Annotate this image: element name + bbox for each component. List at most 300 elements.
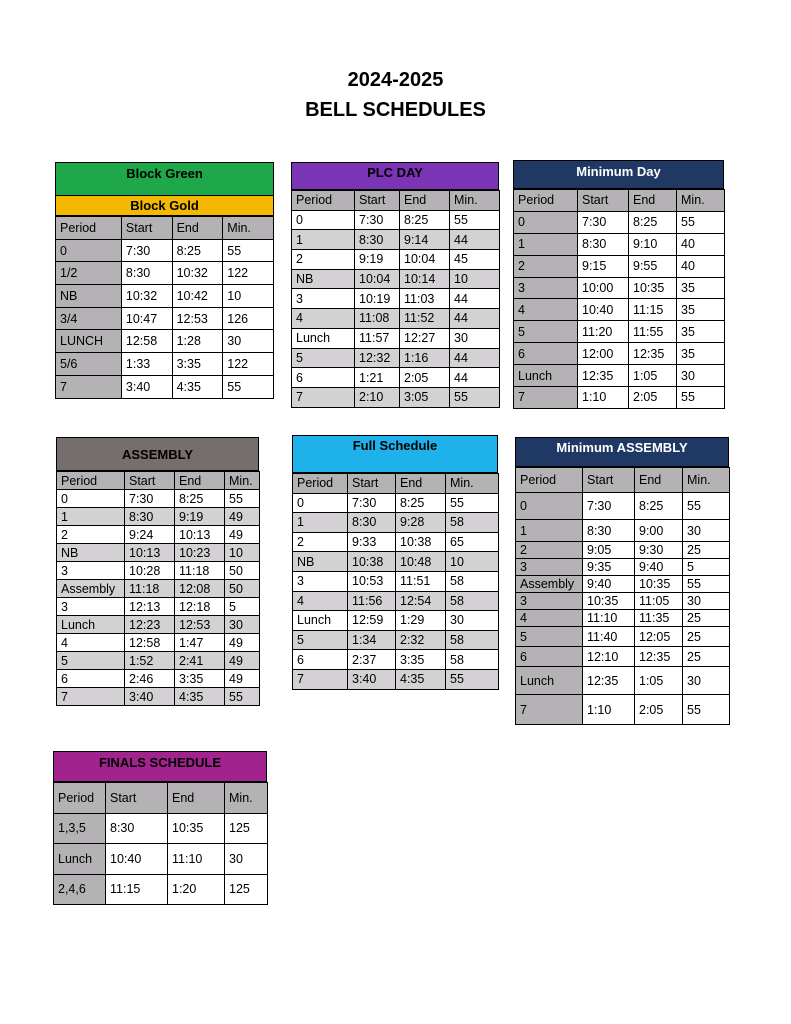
- column-header: End: [168, 783, 225, 814]
- period-cell: 7: [292, 387, 355, 407]
- end-cell: 3:35: [175, 670, 225, 688]
- column-header: Period: [293, 474, 348, 494]
- start-cell: 11:56: [348, 591, 396, 611]
- column-header-row: [514, 190, 725, 212]
- minutes-cell: 55: [446, 493, 499, 513]
- period-cell: 6: [292, 368, 355, 388]
- period-cell: 3: [514, 277, 578, 299]
- minutes-cell: 55: [677, 211, 725, 233]
- column-header: End: [396, 474, 446, 494]
- end-cell: 12:18: [175, 598, 225, 616]
- column-header: Start: [125, 472, 175, 490]
- start-cell: 7:30: [578, 211, 629, 233]
- end-cell: 9:14: [400, 230, 450, 250]
- minutes-cell: 25: [683, 542, 730, 559]
- schedule-table: [56, 471, 260, 706]
- start-cell: 1:52: [125, 652, 175, 670]
- period-cell: Lunch: [57, 616, 125, 634]
- end-cell: 1:47: [175, 634, 225, 652]
- end-cell: 3:05: [400, 387, 450, 407]
- schedule-row: [292, 230, 500, 250]
- end-cell: 2:05: [400, 368, 450, 388]
- schedule-title-gold: Block Gold: [55, 196, 274, 216]
- column-header: Period: [54, 783, 106, 814]
- schedule-row: [293, 513, 499, 533]
- schedule-row: [54, 813, 268, 844]
- column-header: Min.: [446, 474, 499, 494]
- end-cell: 9:55: [629, 255, 677, 277]
- minutes-cell: 122: [223, 353, 274, 376]
- schedule-row: [57, 652, 260, 670]
- period-cell: Lunch: [516, 667, 583, 695]
- start-cell: 10:40: [578, 299, 629, 321]
- minutes-cell: 58: [446, 591, 499, 611]
- period-cell: 1: [293, 513, 348, 533]
- period-cell: 4: [516, 610, 583, 627]
- end-cell: 2:32: [396, 630, 446, 650]
- period-cell: 5/6: [56, 353, 122, 376]
- schedule-row: [293, 650, 499, 670]
- schedule-row: [514, 255, 725, 277]
- end-cell: 11:51: [396, 571, 446, 591]
- end-cell: 1:05: [635, 667, 683, 695]
- period-cell: Lunch: [54, 844, 106, 875]
- period-cell: Lunch: [514, 365, 578, 387]
- start-cell: 3:40: [348, 669, 396, 689]
- start-cell: 12:00: [578, 343, 629, 365]
- start-cell: 9:33: [348, 532, 396, 552]
- period-cell: NB: [57, 544, 125, 562]
- end-cell: 10:48: [396, 552, 446, 572]
- period-cell: 5: [514, 321, 578, 343]
- schedule-row: [293, 493, 499, 513]
- schedule-row: [293, 552, 499, 572]
- minutes-cell: 49: [225, 526, 260, 544]
- schedule-row: [516, 520, 730, 542]
- period-cell: 2: [292, 250, 355, 270]
- schedule-row: [54, 874, 268, 905]
- minutes-cell: 55: [683, 493, 730, 520]
- start-cell: 9:15: [578, 255, 629, 277]
- schedule-row: [514, 211, 725, 233]
- end-cell: 10:35: [635, 576, 683, 593]
- end-cell: 1:29: [396, 611, 446, 631]
- end-cell: 12:27: [400, 328, 450, 348]
- end-cell: 2:05: [635, 695, 683, 725]
- schedule-table: [292, 473, 499, 690]
- period-cell: Lunch: [293, 611, 348, 631]
- period-cell: LUNCH: [56, 330, 122, 353]
- start-cell: 7:30: [355, 210, 400, 230]
- minutes-cell: 30: [446, 611, 499, 631]
- start-cell: 12:59: [348, 611, 396, 631]
- period-cell: NB: [56, 285, 122, 308]
- minutes-cell: 125: [225, 874, 268, 905]
- start-cell: 11:20: [578, 321, 629, 343]
- schedule-row: [292, 289, 500, 309]
- period-cell: 1: [514, 233, 578, 255]
- schedule-row: [57, 526, 260, 544]
- start-cell: 11:10: [583, 610, 635, 627]
- end-cell: 8:25: [629, 211, 677, 233]
- period-cell: NB: [293, 552, 348, 572]
- end-cell: 9:10: [629, 233, 677, 255]
- start-cell: 8:30: [106, 813, 168, 844]
- minutes-cell: 58: [446, 513, 499, 533]
- minutes-cell: 49: [225, 634, 260, 652]
- schedule-title-full: Full Schedule: [292, 435, 498, 473]
- column-header: Min.: [683, 468, 730, 493]
- end-cell: 12:54: [396, 591, 446, 611]
- schedule-row: [514, 365, 725, 387]
- period-cell: 4: [292, 309, 355, 329]
- period-cell: 7: [293, 669, 348, 689]
- schedule-row: [514, 387, 725, 409]
- period-cell: 7: [57, 688, 125, 706]
- minutes-cell: 25: [683, 647, 730, 667]
- end-cell: 3:35: [396, 650, 446, 670]
- schedule-row: [516, 667, 730, 695]
- start-cell: 7:30: [121, 239, 172, 262]
- start-cell: 10:53: [348, 571, 396, 591]
- schedule-title-green: Block Green: [55, 162, 274, 196]
- end-cell: 4:35: [172, 375, 223, 398]
- schedule-row: [292, 250, 500, 270]
- start-cell: 3:40: [125, 688, 175, 706]
- period-cell: 2: [57, 526, 125, 544]
- schedule-row: [516, 647, 730, 667]
- start-cell: 2:46: [125, 670, 175, 688]
- column-header: Period: [57, 472, 125, 490]
- schedule-row: [57, 634, 260, 652]
- schedule-title-plc: PLC DAY: [291, 162, 499, 190]
- schedule-row: [57, 688, 260, 706]
- minutes-cell: 58: [446, 650, 499, 670]
- period-cell: 3: [293, 571, 348, 591]
- minutes-cell: 49: [225, 670, 260, 688]
- column-header: Start: [355, 191, 400, 211]
- period-cell: 6: [514, 343, 578, 365]
- end-cell: 12:08: [175, 580, 225, 598]
- column-header: Start: [121, 217, 172, 240]
- minutes-cell: 30: [225, 844, 268, 875]
- period-cell: 1,3,5: [54, 813, 106, 844]
- minutes-cell: 50: [225, 562, 260, 580]
- schedule-row: [292, 269, 500, 289]
- start-cell: 9:05: [583, 542, 635, 559]
- end-cell: 9:30: [635, 542, 683, 559]
- end-cell: 10:13: [175, 526, 225, 544]
- schedule-row: [57, 598, 260, 616]
- schedule-block: [55, 162, 274, 399]
- minutes-cell: 10: [225, 544, 260, 562]
- end-cell: 10:35: [168, 813, 225, 844]
- minutes-cell: 55: [450, 210, 500, 230]
- end-cell: 1:05: [629, 365, 677, 387]
- column-header: End: [175, 472, 225, 490]
- end-cell: 1:16: [400, 348, 450, 368]
- column-header: Min.: [225, 783, 268, 814]
- period-cell: 1: [516, 520, 583, 542]
- minutes-cell: 55: [677, 387, 725, 409]
- start-cell: 11:57: [355, 328, 400, 348]
- minutes-cell: 25: [683, 610, 730, 627]
- minutes-cell: 44: [450, 230, 500, 250]
- start-cell: 10:04: [355, 269, 400, 289]
- end-cell: 12:35: [635, 647, 683, 667]
- minutes-cell: 49: [225, 652, 260, 670]
- schedule-row: [57, 670, 260, 688]
- column-header: End: [400, 191, 450, 211]
- start-cell: 8:30: [125, 508, 175, 526]
- start-cell: 12:13: [125, 598, 175, 616]
- minutes-cell: 122: [223, 262, 274, 285]
- minutes-cell: 49: [225, 508, 260, 526]
- schedule-row: [516, 576, 730, 593]
- end-cell: 8:25: [635, 493, 683, 520]
- schedule-row: [57, 562, 260, 580]
- column-header: Start: [583, 468, 635, 493]
- column-header-row: [57, 472, 260, 490]
- column-header-row: [516, 468, 730, 493]
- start-cell: 12:35: [578, 365, 629, 387]
- schedule-row: [516, 695, 730, 725]
- minutes-cell: 55: [225, 490, 260, 508]
- minutes-cell: 50: [225, 580, 260, 598]
- start-cell: 8:30: [578, 233, 629, 255]
- minutes-cell: 30: [683, 520, 730, 542]
- minutes-cell: 65: [446, 532, 499, 552]
- minutes-cell: 5: [225, 598, 260, 616]
- column-header: Start: [578, 190, 629, 212]
- period-cell: 3: [57, 562, 125, 580]
- minutes-cell: 10: [223, 285, 274, 308]
- end-cell: 10:35: [629, 277, 677, 299]
- schedule-title-minimum: Minimum Day: [513, 160, 724, 189]
- start-cell: 8:30: [355, 230, 400, 250]
- start-cell: 2:10: [355, 387, 400, 407]
- schedule-row: [292, 309, 500, 329]
- start-cell: 1:10: [578, 387, 629, 409]
- schedule-assembly: [56, 437, 259, 706]
- start-cell: 1:34: [348, 630, 396, 650]
- period-cell: 4: [57, 634, 125, 652]
- start-cell: 10:00: [578, 277, 629, 299]
- column-header: Start: [348, 474, 396, 494]
- schedule-title-finals: FINALS SCHEDULE: [53, 751, 267, 782]
- schedule-row: [56, 239, 274, 262]
- minutes-cell: 30: [677, 365, 725, 387]
- start-cell: 1:10: [583, 695, 635, 725]
- minutes-cell: 40: [677, 255, 725, 277]
- start-cell: 7:30: [125, 490, 175, 508]
- minutes-cell: 125: [225, 813, 268, 844]
- schedule-table: [515, 467, 730, 725]
- start-cell: 12:10: [583, 647, 635, 667]
- start-cell: 8:30: [121, 262, 172, 285]
- period-cell: 3/4: [56, 307, 122, 330]
- start-cell: 12:58: [125, 634, 175, 652]
- column-header: Min.: [450, 191, 500, 211]
- period-cell: 0: [56, 239, 122, 262]
- period-cell: 1: [57, 508, 125, 526]
- schedule-plc: [291, 162, 499, 408]
- period-cell: 4: [293, 591, 348, 611]
- end-cell: 8:25: [172, 239, 223, 262]
- minutes-cell: 30: [225, 616, 260, 634]
- period-cell: 0: [292, 210, 355, 230]
- end-cell: 3:35: [172, 353, 223, 376]
- period-cell: 1/2: [56, 262, 122, 285]
- schedule-row: [292, 328, 500, 348]
- period-cell: 7: [516, 695, 583, 725]
- schedule-row: [516, 559, 730, 576]
- schedule-row: [292, 368, 500, 388]
- start-cell: 7:30: [583, 493, 635, 520]
- start-cell: 8:30: [348, 513, 396, 533]
- start-cell: 10:32: [121, 285, 172, 308]
- end-cell: 10:04: [400, 250, 450, 270]
- end-cell: 11:18: [175, 562, 225, 580]
- minutes-cell: 55: [223, 375, 274, 398]
- minutes-cell: 45: [450, 250, 500, 270]
- schedule-table: [55, 216, 274, 399]
- period-cell: 5: [292, 348, 355, 368]
- end-cell: 8:25: [175, 490, 225, 508]
- period-cell: 7: [56, 375, 122, 398]
- schedule-full: [292, 435, 498, 690]
- start-cell: 9:40: [583, 576, 635, 593]
- period-cell: 2: [516, 542, 583, 559]
- period-cell: 3: [292, 289, 355, 309]
- column-header: Period: [516, 468, 583, 493]
- schedule-row: [57, 508, 260, 526]
- start-cell: 2:37: [348, 650, 396, 670]
- minutes-cell: 55: [683, 695, 730, 725]
- schedule-row: [292, 387, 500, 407]
- minutes-cell: 30: [683, 667, 730, 695]
- page-title: BELL SCHEDULES: [305, 99, 486, 121]
- minutes-cell: 55: [225, 688, 260, 706]
- column-header: Start: [106, 783, 168, 814]
- period-cell: 0: [57, 490, 125, 508]
- period-cell: 5: [57, 652, 125, 670]
- minutes-cell: 126: [223, 307, 274, 330]
- column-header: End: [635, 468, 683, 493]
- schedule-row: [57, 544, 260, 562]
- start-cell: 9:35: [583, 559, 635, 576]
- minutes-cell: 55: [683, 576, 730, 593]
- end-cell: 4:35: [175, 688, 225, 706]
- period-cell: 0: [514, 211, 578, 233]
- period-cell: 2,4,6: [54, 874, 106, 905]
- schedule-row: [516, 542, 730, 559]
- minutes-cell: 40: [677, 233, 725, 255]
- start-cell: 9:19: [355, 250, 400, 270]
- minutes-cell: 58: [446, 571, 499, 591]
- schedule-row: [514, 299, 725, 321]
- period-cell: 3: [57, 598, 125, 616]
- start-cell: 1:33: [121, 353, 172, 376]
- period-cell: Assembly: [516, 576, 583, 593]
- column-header-row: [56, 217, 274, 240]
- end-cell: 9:00: [635, 520, 683, 542]
- start-cell: 12:32: [355, 348, 400, 368]
- schedule-row: [56, 353, 274, 376]
- schedule-row: [514, 343, 725, 365]
- minutes-cell: 44: [450, 368, 500, 388]
- period-cell: 1: [292, 230, 355, 250]
- schedule-row: [57, 580, 260, 598]
- end-cell: 12:53: [175, 616, 225, 634]
- end-cell: 2:05: [629, 387, 677, 409]
- page-title-year: 2024-2025: [347, 69, 444, 91]
- period-cell: Assembly: [57, 580, 125, 598]
- schedule-row: [57, 616, 260, 634]
- end-cell: 4:35: [396, 669, 446, 689]
- end-cell: 9:40: [635, 559, 683, 576]
- start-cell: 10:13: [125, 544, 175, 562]
- end-cell: 12:53: [172, 307, 223, 330]
- schedule-row: [56, 307, 274, 330]
- schedule-title-assembly: ASSEMBLY: [56, 437, 259, 471]
- schedule-row: [293, 611, 499, 631]
- schedule-row: [293, 669, 499, 689]
- start-cell: 11:40: [583, 627, 635, 647]
- period-cell: 2: [514, 255, 578, 277]
- schedule-row: [57, 490, 260, 508]
- end-cell: 2:41: [175, 652, 225, 670]
- end-cell: 8:25: [396, 493, 446, 513]
- schedule-table: [53, 782, 268, 905]
- schedule-row: [516, 493, 730, 520]
- minutes-cell: 10: [450, 269, 500, 289]
- schedule-row: [516, 627, 730, 647]
- start-cell: 12:58: [121, 330, 172, 353]
- minutes-cell: 58: [446, 630, 499, 650]
- column-header: Min.: [223, 217, 274, 240]
- minutes-cell: 5: [683, 559, 730, 576]
- period-cell: 0: [516, 493, 583, 520]
- period-cell: 4: [514, 299, 578, 321]
- end-cell: 11:55: [629, 321, 677, 343]
- schedule-row: [56, 330, 274, 353]
- start-cell: 10:28: [125, 562, 175, 580]
- period-cell: 0: [293, 493, 348, 513]
- minutes-cell: 35: [677, 321, 725, 343]
- start-cell: 3:40: [121, 375, 172, 398]
- period-cell: 5: [516, 627, 583, 647]
- end-cell: 8:25: [400, 210, 450, 230]
- end-cell: 1:28: [172, 330, 223, 353]
- period-cell: 3: [516, 593, 583, 610]
- minutes-cell: 44: [450, 348, 500, 368]
- start-cell: 12:23: [125, 616, 175, 634]
- minutes-cell: 55: [450, 387, 500, 407]
- start-cell: 10:35: [583, 593, 635, 610]
- end-cell: 9:19: [175, 508, 225, 526]
- minutes-cell: 55: [446, 669, 499, 689]
- schedule-row: [292, 210, 500, 230]
- column-header: Period: [56, 217, 122, 240]
- start-cell: 10:38: [348, 552, 396, 572]
- minutes-cell: 35: [677, 277, 725, 299]
- period-cell: 5: [293, 630, 348, 650]
- period-cell: 6: [293, 650, 348, 670]
- column-header: Period: [514, 190, 578, 212]
- period-cell: Lunch: [292, 328, 355, 348]
- minutes-cell: 55: [223, 239, 274, 262]
